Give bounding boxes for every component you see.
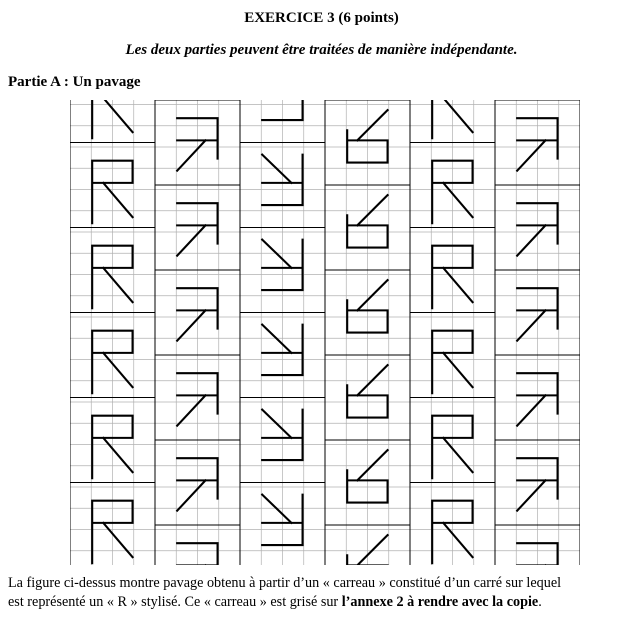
annex-reference: l’annexe 2 à rendre avec la copie [341, 594, 539, 610]
grid-lines [70, 100, 580, 565]
part-a-heading: Partie A : Un pavage [8, 74, 141, 90]
caption-line-1: La figure ci-dessus montre pavage obtenu à partir d’un « carreau » constitué d’un carré sur lequel [8, 575, 562, 591]
caption-line-2-start: est représenté un « R » stylisé. Ce « carreau » est grisé sur [8, 594, 342, 610]
exercise-title: EXERCICE 3 (6 points) [244, 10, 399, 26]
caption [8, 574, 638, 612]
exercise-subtitle: Les deux parties peuvent être traitées de manière indépendante. [125, 42, 518, 58]
tiling-figure [70, 100, 580, 565]
caption-line-2-end: . [538, 594, 542, 610]
caption-line-2 [8, 593, 638, 612]
